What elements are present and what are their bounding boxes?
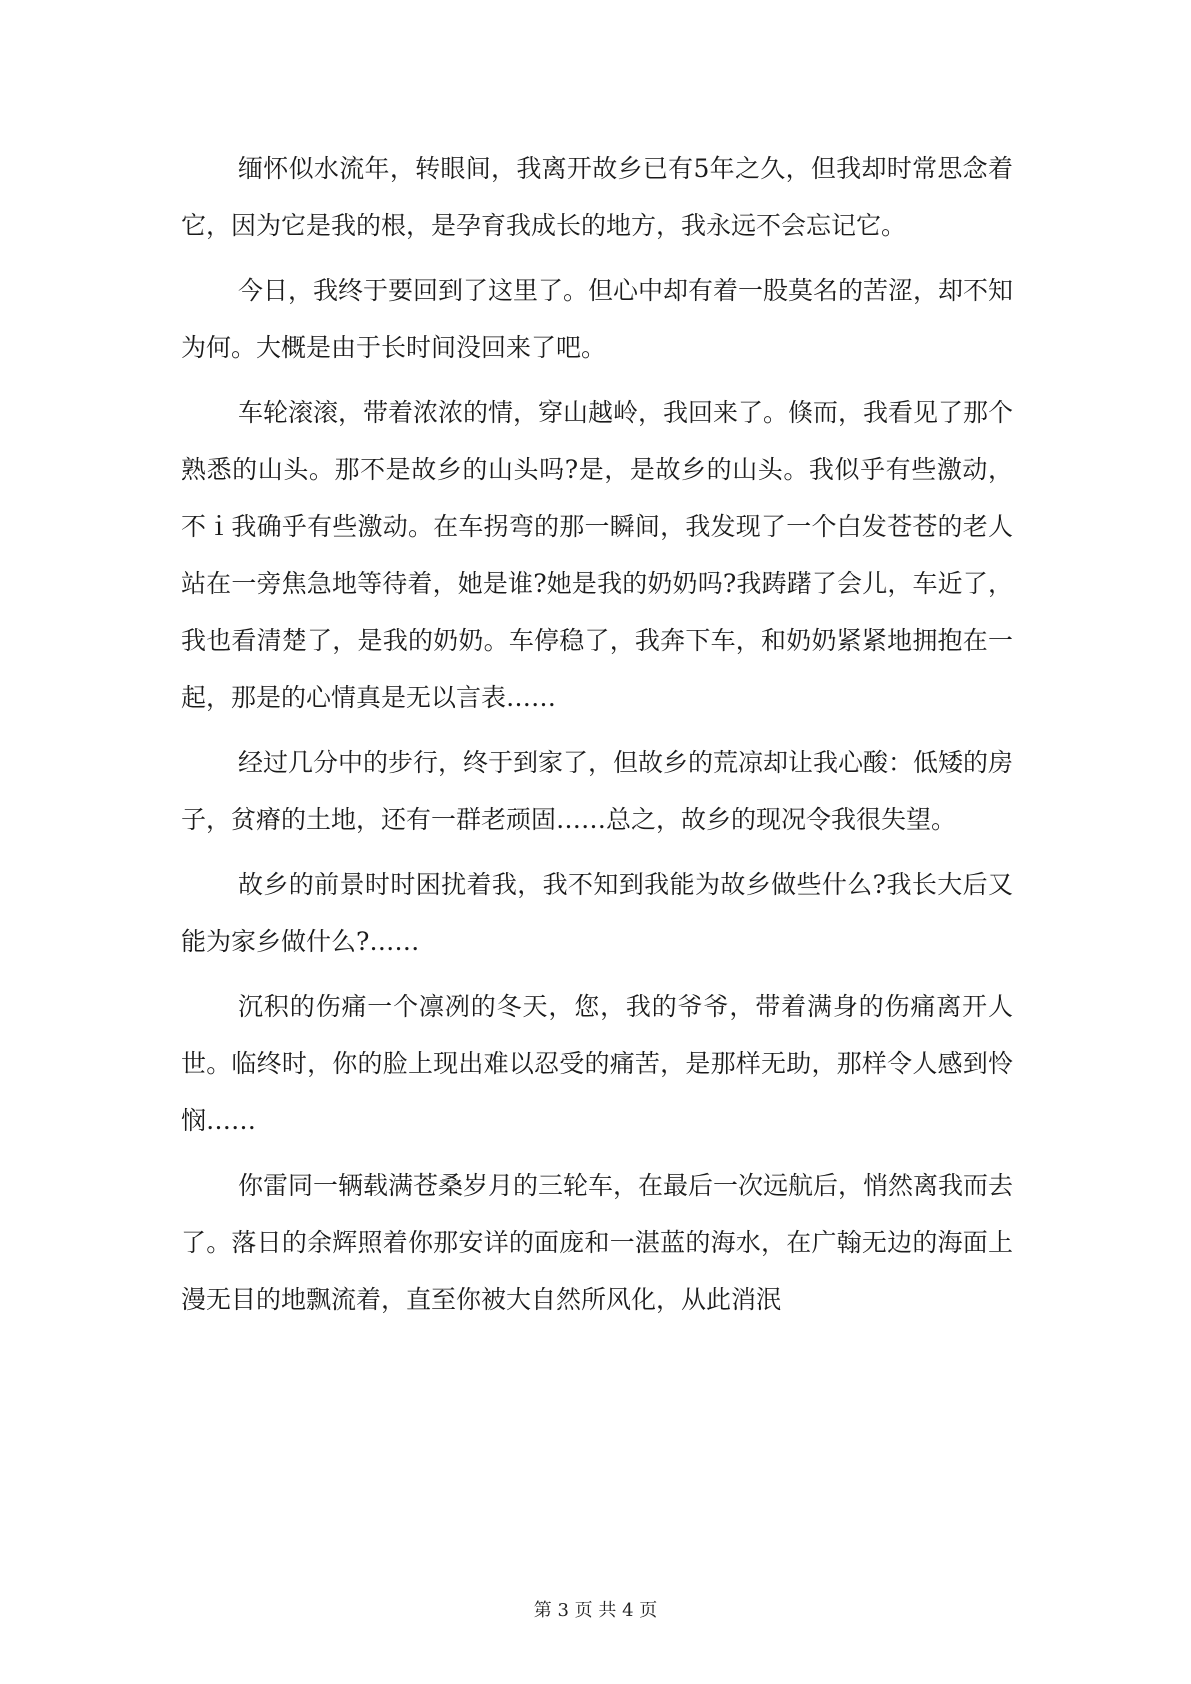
document-body <box>181 140 1013 1336</box>
paragraph-5: 故乡的前景时时困扰着我，我不知到我能为故乡做些什么?我长大后又能为家乡做什么?…… <box>181 870 1013 956</box>
paragraph-1: 缅怀似水流年，转眼间，我离开故乡已有5年之久，但我却时常思念着它，因为它是我的根，是孕育我成长的地方，我永远不会忘记它。 <box>181 154 1013 240</box>
paragraph-4: 经过几分中的步行，终于到家了，但故乡的荒凉却让我心酸：低矮的房子，贫瘠的土地，还有一群老顽固……总之，故乡的现况令我很失望。 <box>181 748 1014 834</box>
paragraph-6: 沉积的伤痛一个凛冽的冬天，您，我的爷爷，带着满身的伤痛离开人世。临终时，你的脸上现出难以忍受的痛苦，是那样无助，那样令人感到怜悯…… <box>181 992 1013 1135</box>
paragraph-2: 今日，我终于要回到了这里了。但心中却有着一股莫名的苦涩，却不知为何。大概是由于长时间没回来了吧。 <box>181 276 1014 362</box>
paragraph-7: 你雷同一辆载满苍桑岁月的三轮车，在最后一次远航后，悄然离我而去了。落日的余辉照着你那安详的面庞和一湛蓝的海水，在广翰无边的海面上漫无目的地飘流着，直至你被大自然所风化，从此消泯 <box>181 1171 1014 1314</box>
paragraph-3: 车轮滚滚，带着浓浓的情，穿山越岭，我回来了。倏而，我看见了那个熟悉的山头。那不是故乡的山头吗?是，是故乡的山头。我似乎有些激动，不ｉ我确乎有些激动。在车拐弯的那一瞬间，我发现了一个白发苍苍的老人站在一旁焦急地等待着，她是谁?她是我的奶奶吗?我踌躇了会儿，车近了，我也看清楚了，是我的奶奶。车停稳了，我奔下车，和奶奶紧紧地拥抱在一起，那是的心情真是无以言表…… <box>181 398 1014 712</box>
page-footer: 第 3 页 共 4 页 <box>533 1600 658 1621</box>
